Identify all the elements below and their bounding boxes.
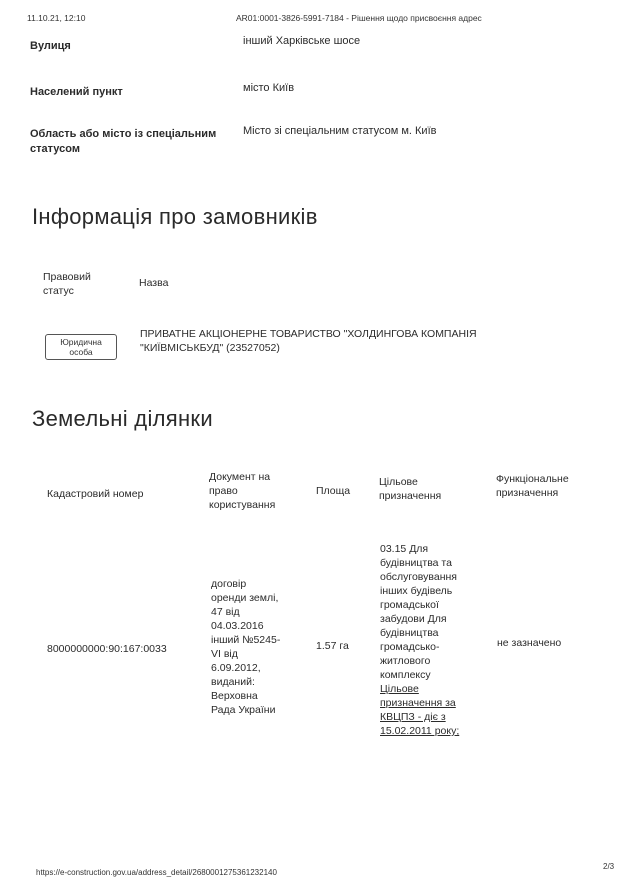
legal-entity-badge: Юридична особа (45, 334, 117, 360)
document-title: AR01:0001-3826-5991-7184 - Рішення щодо присвоєння адрес (236, 13, 482, 23)
legal-status-header: Правовий статус (43, 271, 91, 297)
page-url[interactable]: https://e-construction.gov.ua/address_detail/2680001275361232140 (36, 868, 277, 877)
region-value: Місто зі спеціальним статусом м. Київ (243, 125, 437, 137)
page-number: 2/3 (603, 862, 615, 871)
functional-purpose-value: не зазначено (497, 637, 562, 649)
purpose-header: Цільове призначення (379, 476, 442, 502)
customers-section-title: Інформація про замовників (32, 204, 318, 229)
settlement-value: місто Київ (243, 82, 295, 94)
area-header: Площа (316, 485, 351, 497)
land-plots-section-title: Земельні ділянки (32, 406, 213, 431)
usage-document-header: Документ на право користування (209, 471, 276, 511)
street-label: Вулиця (30, 40, 71, 52)
customer-name: ПРИВАТНЕ АКЦІОНЕРНЕ ТОВАРИСТВО "ХОЛДИНГОВА КОМПАНІЯ "КИЇВМІСЬКБУД" (23527052) (140, 328, 477, 354)
cadastral-number-value: 8000000000:90:167:0033 (47, 643, 167, 655)
area-value: 1.57 га (316, 640, 349, 652)
street-value: інший Харківське шосе (243, 35, 361, 47)
purpose-value: 03.15 Для будівництва та обслуговування інших будівель громадської забудови Для будівництва громадсько- житлового комплексу Цільове призначення за КВЦПЗ - діє з 15.02.2011 року; (380, 543, 460, 737)
settlement-label: Населений пункт (30, 86, 123, 98)
kvcpz-purpose-link[interactable]: Цільове призначення за КВЦПЗ - діє з 15.02.2011 року; (380, 683, 460, 737)
name-header: Назва (139, 277, 169, 289)
cadastral-number-header: Кадастровий номер (47, 488, 144, 500)
functional-purpose-header: Функціональне призначення (496, 473, 569, 499)
print-datetime: 11.10.21, 12:10 (27, 13, 86, 23)
usage-document-value: договір оренди землі, 47 від 04.03.2016 інший №5245- VI від 6.09.2012, виданий: Верховна Рада України (211, 578, 281, 716)
region-label: Область або місто із спеціальним статусом (30, 128, 217, 155)
